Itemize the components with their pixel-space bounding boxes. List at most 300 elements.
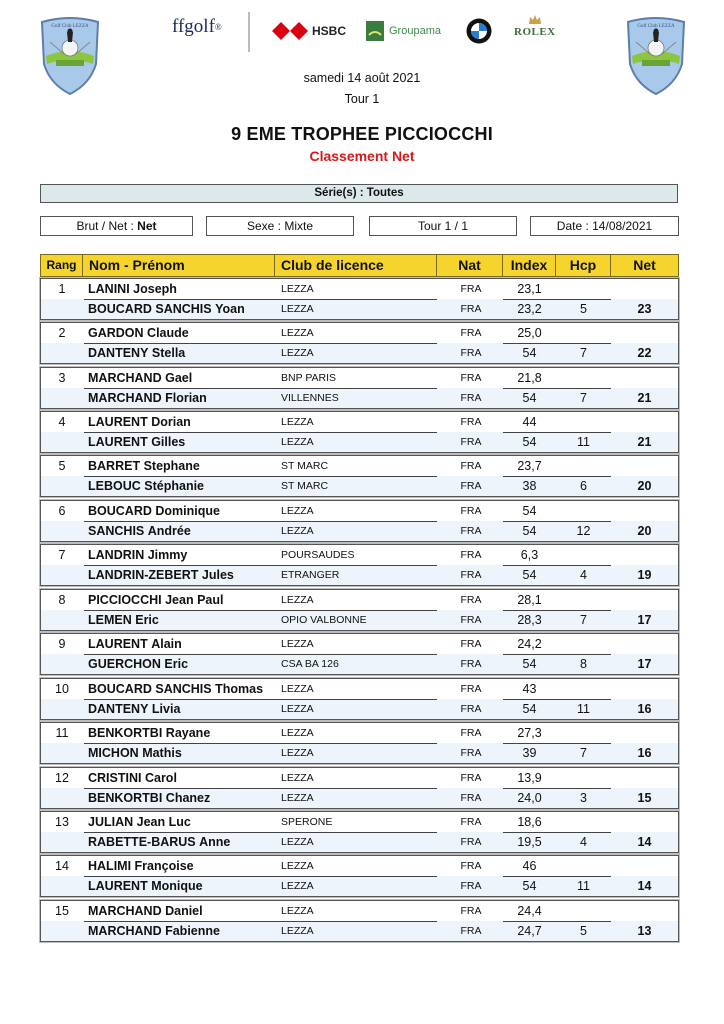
rank-cell: 12 [55,771,69,785]
index-underline [503,654,611,655]
index-cell: 24,4 [517,904,542,918]
team-group [40,322,679,364]
index-underline [503,743,611,744]
player-first-name: Carol [144,771,177,785]
rank-cell [41,565,83,585]
player-first-name: Yoan [215,302,245,316]
table-row [41,565,678,585]
series-bar: Série(s) : Toutes [40,184,678,203]
player-name-cell [83,279,275,299]
hcp-cell [556,368,611,388]
hcp-cell [556,634,611,654]
player-last-name: LAURENT [88,637,148,651]
player-last-name: MARCHAND [88,391,162,405]
nat-cell: FRA [460,549,482,561]
name-underline [84,343,437,344]
rank-cell: 13 [55,815,69,829]
rank-cell [41,521,83,541]
name-underline [84,388,437,389]
player-first-name: Eric [135,613,159,627]
index-underline [503,610,611,611]
hcp-cell: 6 [580,479,587,493]
table-row [41,476,678,496]
player-name-cell [83,299,275,319]
player-last-name: MICHON [88,746,139,760]
rank-cell [41,610,83,630]
player-last-name: GUERCHON [88,657,161,671]
player-last-name: SANCHIS [88,524,145,538]
player-last-name: PICCIOCCHI [88,593,162,607]
name-underline [84,565,437,566]
name-underline [84,788,437,789]
hcp-cell: 3 [580,791,587,805]
club-cell: LEZZA [281,283,314,295]
club-cell: LEZZA [281,347,314,359]
crown-icon [528,14,542,26]
player-name-cell [83,501,275,521]
rank-cell: 8 [58,593,66,607]
player-first-name: Monique [151,879,203,893]
hcp-cell [556,323,611,343]
index-cell: 6,3 [520,548,539,562]
team-group [40,811,679,853]
club-cell: LEZZA [281,772,314,784]
table-row [41,343,678,363]
player-name-cell [83,323,275,343]
name-underline [84,610,437,611]
hsbc-hexagon-icon [272,22,308,40]
player-name-cell [83,699,275,719]
club-cell: LEZZA [281,925,314,937]
team-group [40,767,679,809]
results-table-header [40,254,679,277]
column-header-name: Nom - Prénom [83,255,275,276]
nat-cell: FRA [460,347,482,359]
index-cell: 19,5 [517,835,542,849]
index-cell: 54 [522,391,537,405]
player-first-name: Jean Luc [136,815,191,829]
player-first-name: Andrée [147,524,191,538]
player-name-cell [83,856,275,876]
hcp-cell [556,901,611,921]
index-cell: 21,8 [517,371,542,385]
hcp-cell [556,279,611,299]
player-first-name: Françoise [134,859,194,873]
table-row [41,876,678,896]
index-underline [503,521,611,522]
nat-cell: FRA [460,905,482,917]
net-cell [611,768,678,788]
index-cell: 23,2 [517,302,542,316]
player-first-name: Claude [147,326,189,340]
team-group [40,455,679,497]
player-last-name: LAURENT [88,879,148,893]
club-cell: LEZZA [281,860,314,872]
player-last-name: LEBOUC [88,479,141,493]
net-cell [611,634,678,654]
player-last-name: HALIMI [88,859,132,873]
nat-cell: FRA [460,505,482,517]
player-first-name: Joseph [133,282,177,296]
brut-net-box [40,216,193,236]
table-row [41,699,678,719]
rank-cell [41,921,83,941]
table-row [41,521,678,541]
rolex-logo [514,14,556,38]
club-cell: LEZZA [281,594,314,606]
player-first-name: Dorian [151,415,191,429]
player-name-cell [83,412,275,432]
index-cell: 46 [522,859,537,873]
rank-cell: 4 [58,415,66,429]
player-last-name: MARCHAND [88,904,162,918]
table-row [41,901,678,921]
date-box: Date : 14/08/2021 [530,216,679,236]
rank-cell: 14 [55,859,69,873]
club-cell: LEZZA [281,747,314,759]
team-group [40,900,679,942]
nat-cell: FRA [460,683,482,695]
nat-cell: FRA [460,480,482,492]
player-name-cell [83,610,275,630]
player-name-cell [83,812,275,832]
table-row [41,743,678,763]
table-row [41,368,678,388]
rank-cell: 9 [58,637,66,651]
club-cell: LEZZA [281,505,314,517]
net-cell: 20 [637,479,652,493]
club-cell: ETRANGER [281,569,340,581]
player-name-cell [83,832,275,852]
registered-mark: ® [214,22,222,32]
player-last-name: RABETTE-BARUS [88,835,196,849]
nat-cell: FRA [460,772,482,784]
nat-cell: FRA [460,436,482,448]
hcp-cell [556,679,611,699]
player-name-cell [83,743,275,763]
player-last-name: LAURENT [88,435,148,449]
player-last-name: LAURENT [88,415,148,429]
index-cell: 18,6 [517,815,542,829]
net-cell [611,412,678,432]
index-cell: 43 [522,682,537,696]
nat-cell: FRA [460,792,482,804]
nat-cell: FRA [460,525,482,537]
hcp-cell: 12 [576,524,591,538]
player-name-cell [83,654,275,674]
nat-cell: FRA [460,703,482,715]
hcp-cell: 11 [577,702,590,716]
player-first-name: Mathis [142,746,182,760]
bmw-roundel-icon [466,18,492,44]
nat-cell: FRA [460,925,482,937]
team-group [40,411,679,453]
club-cell: ST MARC [281,480,329,492]
player-name-cell [83,876,275,896]
name-underline [84,476,437,477]
net-cell [611,590,678,610]
index-cell: 27,3 [517,726,542,740]
club-cell: CSA BA 126 [281,658,339,670]
club-cell: VILLENNES [281,392,339,404]
rank-cell [41,432,83,452]
index-underline [503,343,611,344]
name-underline [84,832,437,833]
groupama-logo [366,21,441,41]
club-cell: BNP PARIS [281,372,337,384]
hcp-cell: 4 [580,568,587,582]
player-first-name: Dominique [155,504,220,518]
rank-cell: 3 [58,371,66,385]
rank-cell: 15 [55,904,69,918]
table-row [41,432,678,452]
hcp-cell [556,768,611,788]
player-first-name: Fabienne [165,924,220,938]
net-cell: 14 [637,835,652,849]
nat-cell: FRA [460,460,482,472]
index-cell: 54 [522,524,537,538]
name-underline [84,654,437,655]
net-cell [611,856,678,876]
player-name-cell [83,521,275,541]
club-cell: POURSAUDES [281,549,355,561]
player-first-name: Eric [164,657,189,671]
team-group [40,589,679,631]
table-row [41,590,678,610]
net-cell: 13 [637,924,652,938]
index-underline [503,565,611,566]
net-cell [611,545,678,565]
player-first-name: Thomas [215,682,264,696]
player-first-name: Florian [165,391,207,405]
page-title: 9 EME TROPHEE PICCIOCCHI [231,124,493,144]
player-name-cell [83,901,275,921]
net-cell: 15 [637,791,652,805]
index-cell: 24,7 [517,924,542,938]
index-cell: 23,1 [517,282,542,296]
club-cell: LEZZA [281,683,314,695]
club-cell: LEZZA [281,703,314,715]
hcp-cell: 7 [580,346,587,360]
index-cell: 54 [522,435,537,449]
player-last-name: JULIAN [88,815,134,829]
index-cell: 54 [522,568,537,582]
club-cell: LEZZA [281,792,314,804]
table-row [41,723,678,743]
nat-cell: FRA [460,327,482,339]
table-row [41,388,678,408]
nat-cell: FRA [460,416,482,428]
hcp-cell: 5 [580,302,587,316]
player-first-name: Anne [199,835,231,849]
nat-cell: FRA [460,860,482,872]
net-cell: 16 [637,702,652,716]
net-cell [611,323,678,343]
player-last-name: LANINI [88,282,130,296]
hcp-cell [556,412,611,432]
player-first-name: Stéphanie [144,479,205,493]
index-cell: 54 [522,657,537,671]
player-last-name: BENKORTBI [88,726,163,740]
rank-cell: 11 [55,726,69,740]
nat-cell: FRA [460,658,482,670]
index-cell: 54 [522,702,537,716]
player-last-name: BOUCARD SANCHIS [88,302,212,316]
rank-cell [41,788,83,808]
player-last-name: CRISTINI [88,771,142,785]
nat-cell: FRA [460,747,482,759]
rank-cell [41,699,83,719]
player-first-name: Stella [151,346,186,360]
net-cell [611,901,678,921]
hcp-cell: 4 [580,835,587,849]
player-last-name: LEMEN [88,613,132,627]
club-cell: OPIO VALBONNE [281,614,367,626]
table-row [41,634,678,654]
player-last-name: DANTENY [88,346,149,360]
rank-cell [41,876,83,896]
hcp-cell [556,501,611,521]
player-name-cell [83,768,275,788]
brut-net-value: Net [137,219,157,233]
player-last-name: LANDRIN-ZEBERT [88,568,199,582]
index-underline [503,388,611,389]
index-cell: 54 [522,504,537,518]
rank-cell [41,299,83,319]
column-header-net: Net [633,257,656,273]
index-underline [503,788,611,789]
hcp-cell: 11 [577,879,590,893]
player-name-cell [83,565,275,585]
nat-cell: FRA [460,303,482,315]
team-group [40,678,679,720]
player-name-cell [83,456,275,476]
player-name-cell [83,723,275,743]
club-cell: LEZZA [281,836,314,848]
event-date: samedi 14 août 2021 [303,71,421,85]
nat-cell: FRA [460,836,482,848]
hcp-cell: 7 [580,746,587,760]
groupama-text: Groupama [389,25,441,37]
hcp-cell [556,812,611,832]
player-name-cell [83,679,275,699]
player-first-name: Jean Paul [165,593,224,607]
rank-cell: 1 [58,282,66,296]
player-name-cell [83,921,275,941]
player-first-name: Livia [151,702,181,716]
table-row [41,323,678,343]
player-last-name: BOUCARD [88,504,152,518]
player-first-name: Jimmy [147,548,188,562]
page-subtitle: Classement Net [309,148,415,164]
hcp-cell [556,856,611,876]
player-name-cell [83,343,275,363]
name-underline [84,432,437,433]
team-group [40,544,679,586]
player-name-cell [83,476,275,496]
club-cell: LEZZA [281,525,314,537]
table-row [41,921,678,941]
index-cell: 24,2 [517,637,542,651]
index-cell: 38 [522,479,537,493]
net-cell: 19 [637,568,652,582]
nat-cell: FRA [460,880,482,892]
name-underline [84,921,437,922]
net-cell: 16 [637,746,652,760]
net-cell: 21 [637,435,652,449]
name-underline [84,743,437,744]
nat-cell: FRA [460,372,482,384]
index-cell: 13,9 [517,771,542,785]
nat-cell: FRA [460,594,482,606]
svg-text:Golf Club LEZZA: Golf Club LEZZA [51,24,89,29]
player-first-name: Alain [151,637,182,651]
nat-cell: FRA [460,816,482,828]
logo-divider [248,12,250,52]
hcp-cell: 7 [580,613,587,627]
club-cell: ST MARC [281,460,329,472]
ffgolf-logo [172,16,222,38]
player-name-cell [83,388,275,408]
name-underline [84,876,437,877]
player-last-name: GARDON [88,326,144,340]
sexe-box: Sexe : Mixte [206,216,354,236]
table-row [41,279,678,299]
player-last-name: BENKORTBI [88,791,163,805]
net-cell: 17 [637,613,652,627]
player-last-name: BARRET [88,459,141,473]
rank-cell [41,343,83,363]
hsbc-logo [272,22,346,40]
player-name-cell [83,368,275,388]
nat-cell: FRA [460,569,482,581]
player-first-name: Jules [201,568,234,582]
hcp-cell: 8 [580,657,587,671]
rank-cell [41,743,83,763]
team-group [40,855,679,897]
index-cell: 23,7 [517,459,542,473]
index-underline [503,299,611,300]
player-last-name: BOUCARD SANCHIS [88,682,212,696]
column-header-index: Index [503,255,556,276]
column-header-nat: Nat [437,255,503,276]
net-cell: 20 [637,524,652,538]
hcp-cell [556,723,611,743]
player-name-cell [83,634,275,654]
tour-box: Tour 1 / 1 [369,216,517,236]
net-cell: 14 [637,879,652,893]
team-group [40,367,679,409]
table-row [41,501,678,521]
rank-cell: 7 [58,548,66,562]
player-first-name: Gilles [151,435,186,449]
rank-cell: 2 [58,326,66,340]
player-last-name: DANTENY [88,702,149,716]
nat-cell: FRA [460,638,482,650]
net-cell [611,368,678,388]
rank-cell [41,654,83,674]
bmw-logo [466,18,492,44]
player-last-name: LANDRIN [88,548,145,562]
nat-cell: FRA [460,614,482,626]
index-underline [503,921,611,922]
hsbc-text: HSBC [312,24,347,38]
rank-cell [41,832,83,852]
table-row [41,545,678,565]
club-cell: LEZZA [281,303,314,315]
net-cell [611,501,678,521]
nat-cell: FRA [460,727,482,739]
